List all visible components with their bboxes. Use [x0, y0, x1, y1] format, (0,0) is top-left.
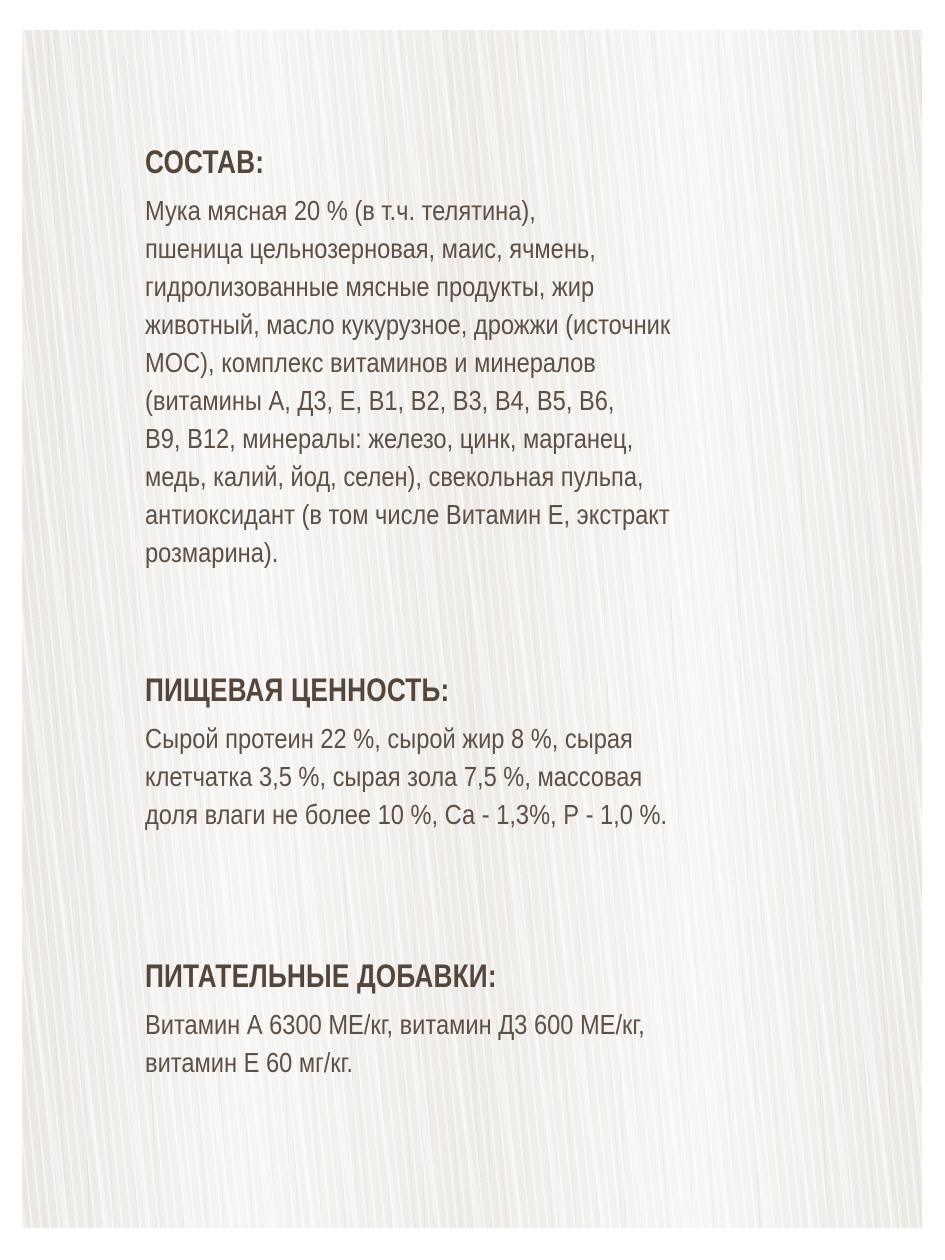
nutrition-text	[145, 720, 752, 834]
text-line: (витамины А, Д3, Е, В1, В2, В3, В4, В5, В6,	[145, 385, 615, 416]
text-line: МОС), комплекс витаминов и минералов	[145, 347, 596, 378]
text-line: антиоксидант (в том числе Витамин Е, экстракт	[145, 499, 670, 530]
nutrition-title: ПИЩЕВАЯ ЦЕННОСТЬ:	[145, 672, 450, 708]
composition-text	[145, 192, 756, 572]
additives-text	[145, 1006, 726, 1082]
nutrition-section	[145, 668, 752, 834]
text-line: розмарина).	[145, 537, 279, 568]
text-line: Витамин А 6300 МЕ/кг, витамин Д3 600 МЕ/кг,	[145, 1009, 645, 1040]
text-line: Сырой протеин 22 %, сырой жир 8 %, сырая	[145, 723, 633, 754]
text-line: клетчатка 3,5 %, сырая зола 7,5 %, массовая	[145, 761, 643, 792]
text-line: Мука мясная 20 % (в т.ч. телятина),	[145, 195, 536, 226]
text-line: витамин Е 60 мг/кг.	[145, 1047, 353, 1078]
text-line: пшеница цельнозерновая, маис, ячмень,	[145, 233, 596, 264]
text-line: В9, В12, минералы: железо, цинк, марганец,	[145, 423, 634, 454]
text-line: медь, калий, йод, селен), свекольная пульпа,	[145, 461, 644, 492]
text-line: животный, масло кукурузное, дрожжи (источник	[145, 309, 671, 340]
text-line: доля влаги не более 10 %, Са - 1,3%, Р - 1,0 %.	[145, 799, 668, 830]
composition-title: СОСТАВ:	[145, 144, 265, 180]
text-line: гидролизованные мясные продукты, жир	[145, 271, 595, 302]
additives-section	[145, 954, 726, 1082]
additives-title: ПИТАТЕЛЬНЫЕ ДОБАВКИ:	[145, 958, 497, 994]
composition-section	[145, 140, 756, 572]
